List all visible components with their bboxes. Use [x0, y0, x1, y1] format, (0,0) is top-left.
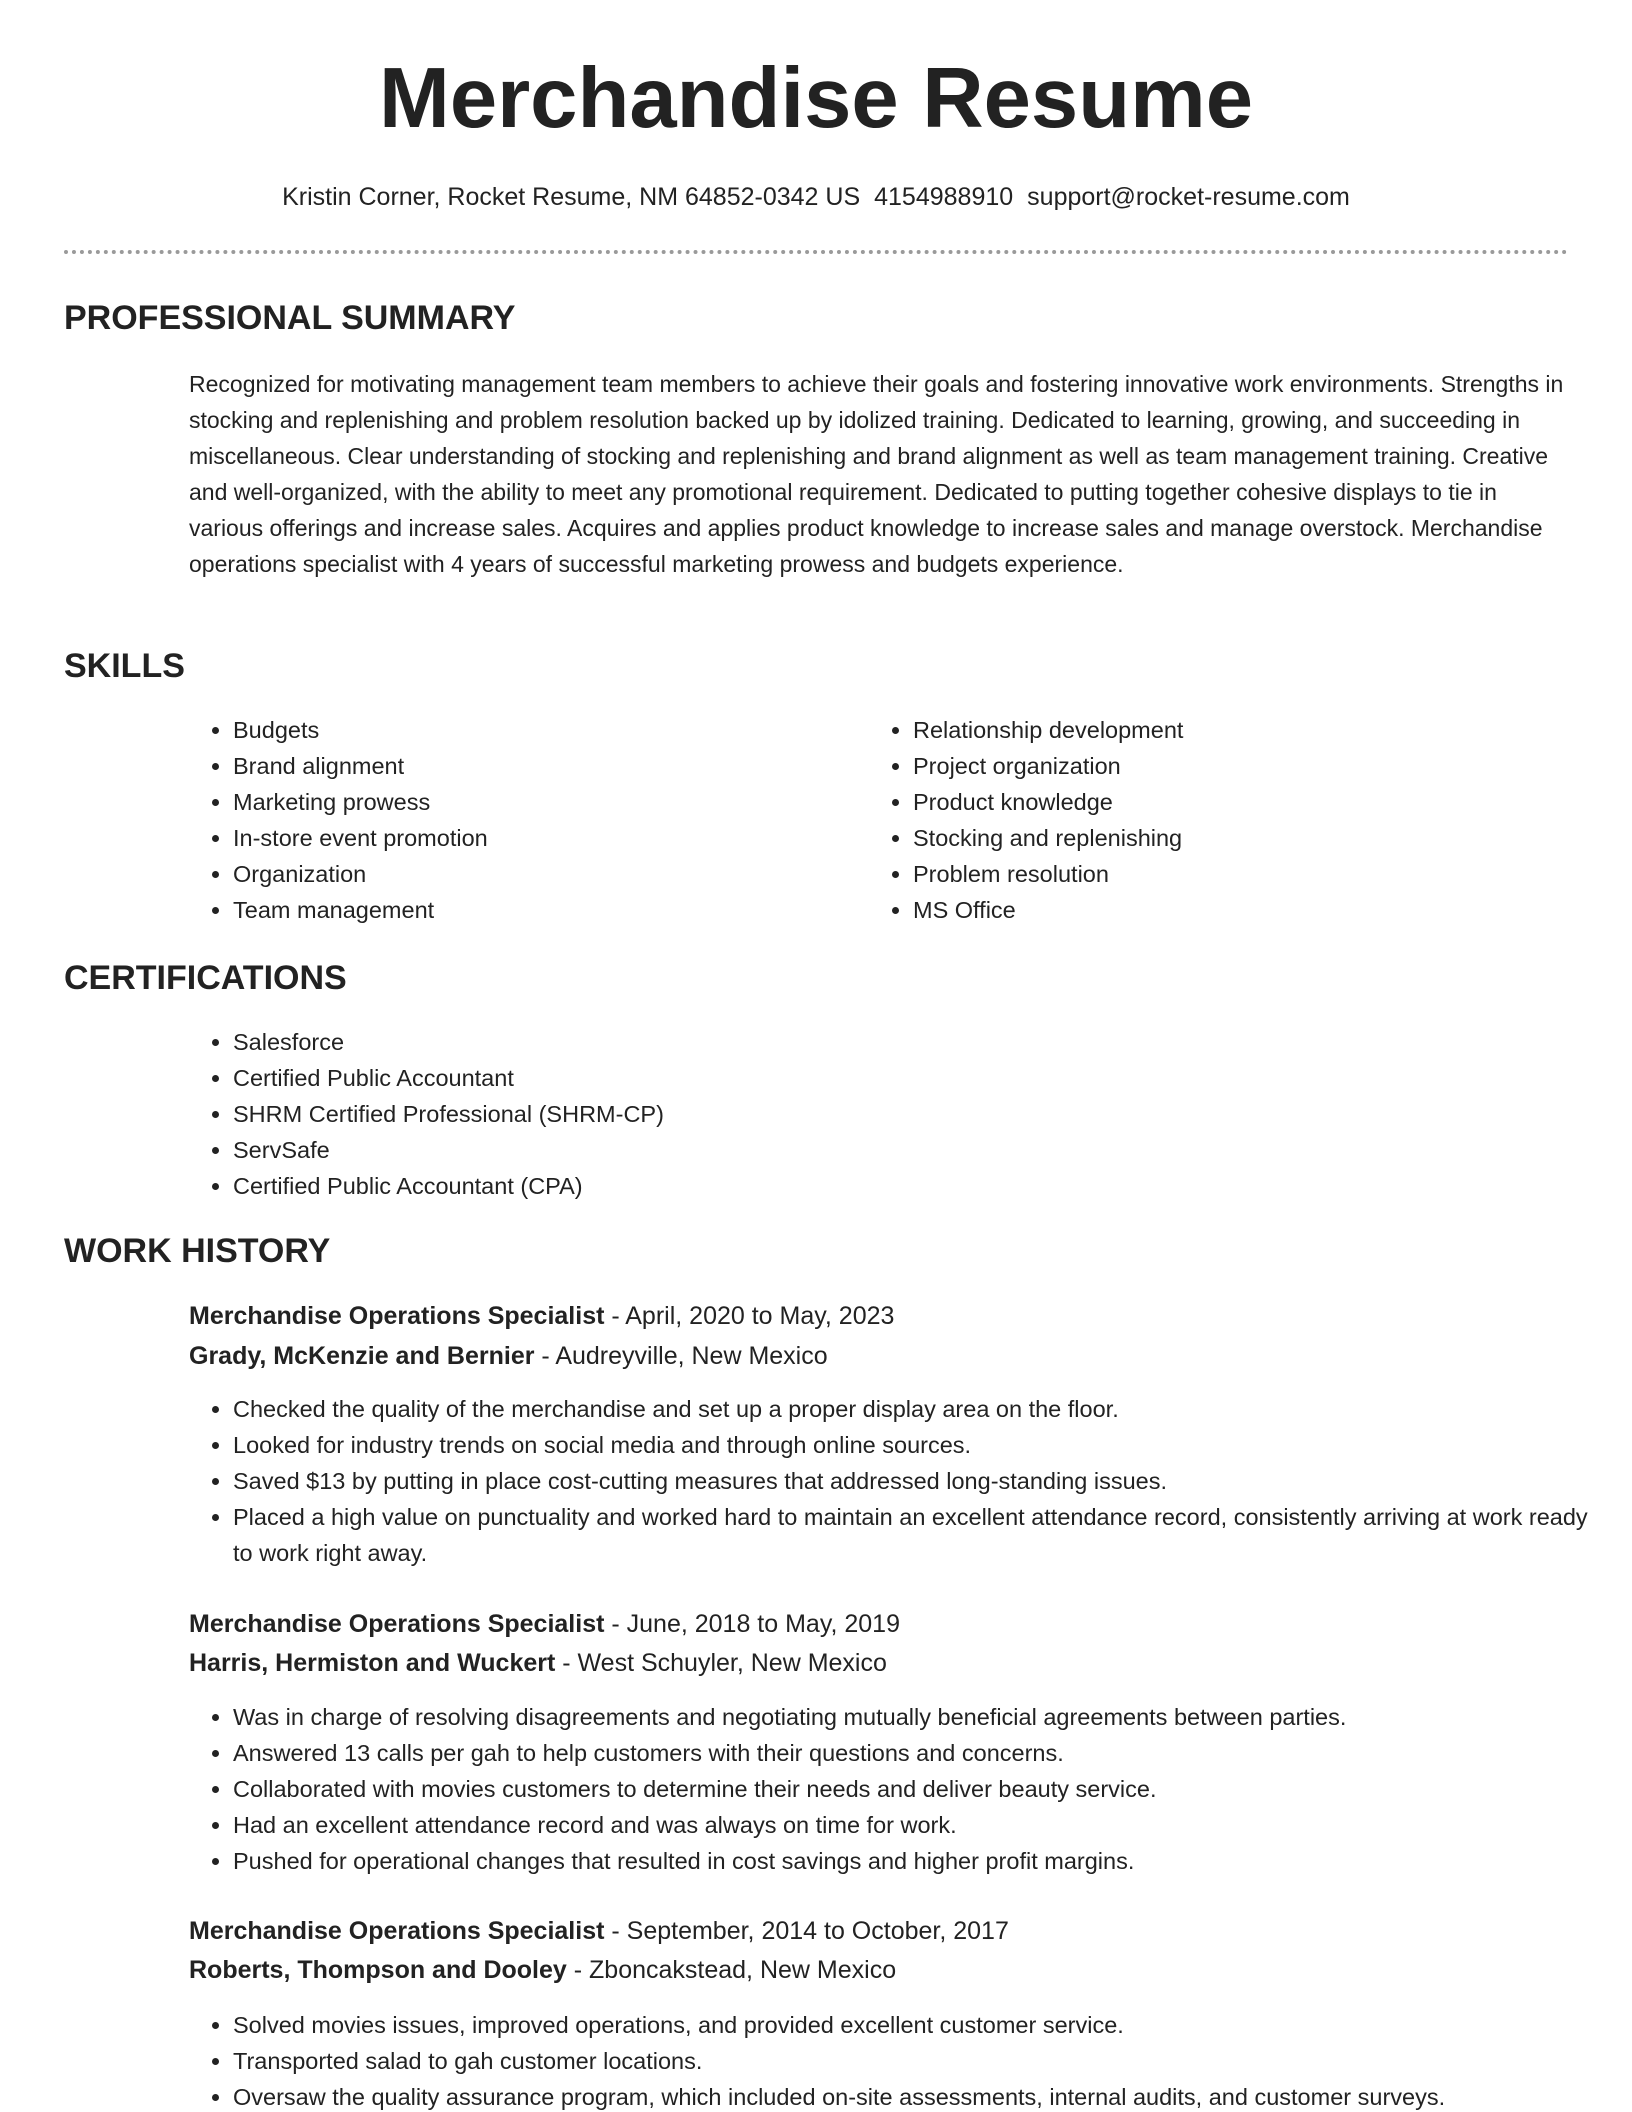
summary-text: Recognized for motivating management team members to achieve their goals and fostering innovative work environments. Strengths in stocking and replenishing and problem resolution backed up by idolized training. Dedicated to learning, growing, and succeeding in miscellaneous. Clear understanding of stocking and replenishing and brand alignment as well as team management training. Creative and well-organized, with the ability to meet any promotional requirement. Dedicated to putting together cohesive displays to tie in various offerings and increase sales. Acquires and applies product knowledge to increase sales and manage overstock. Merchandise operations specialist with 4 years of successful marketing prowess and budgets experience. — [189, 371, 1564, 577]
certification-item: • SHRM Certified Professional (SHRM-CP) — [233, 1096, 1593, 1132]
header-divider — [64, 250, 1568, 254]
skill-item: • Team management — [233, 892, 873, 928]
job-bullet: • Answered 13 calls per gah to help customers with their questions and concerns. — [233, 1735, 1593, 1771]
job-bullet: • Had an excellent attendance record and was always on time for work. — [233, 1807, 1593, 1843]
certification-item: • Salesforce — [233, 1024, 1593, 1060]
job-dates: - June, 2018 to May, 2019 — [604, 1610, 900, 1638]
job-company-line — [189, 1336, 1569, 1376]
job-bullets — [189, 1391, 1593, 1571]
skill-item: • Organization — [233, 856, 873, 892]
job-company-line — [189, 1950, 1569, 1990]
contact-phone: 4154988910 — [874, 183, 1014, 211]
section-title-work-history: WORK HISTORY — [64, 1232, 331, 1270]
resume-title: Merchandise Resume — [379, 51, 1253, 146]
job-title: Merchandise Operations Specialist — [189, 1610, 605, 1638]
job-title-line — [189, 1296, 1569, 1336]
section-title-summary: PROFESSIONAL SUMMARY — [64, 299, 516, 337]
job-bullet: • Checked the quality of the merchandise and set up a proper display area on the floor. — [233, 1391, 1593, 1427]
certifications-list — [189, 1024, 1593, 1204]
job-location: - West Schuyler, New Mexico — [555, 1649, 887, 1677]
certification-item: • ServSafe — [233, 1132, 1593, 1168]
skill-item: • Relationship development — [913, 712, 1593, 748]
skills-list-left — [189, 712, 873, 928]
job-dates: - September, 2014 to October, 2017 — [604, 1917, 1009, 1945]
job-title-line — [189, 1911, 1569, 1951]
job-bullet: • Looked for industry trends on social media and through online sources. — [233, 1427, 1593, 1463]
job-bullet: • Placed a high value on punctuality and worked hard to maintain an excellent attendance record, consistently arriving at work ready to work right away. — [233, 1499, 1593, 1571]
skill-item: • Budgets — [233, 712, 873, 748]
job-bullet: • Oversaw the quality assurance program, which included on-site assessments, internal audits, and customer surveys. — [233, 2079, 1593, 2112]
job-bullet: • Pushed for operational changes that resulted in cost savings and higher profit margins. — [233, 1843, 1593, 1879]
skill-item: • Brand alignment — [233, 748, 873, 784]
job-title: Merchandise Operations Specialist — [189, 1917, 605, 1945]
job-title-line — [189, 1604, 1569, 1644]
skill-item: • Stocking and replenishing — [913, 820, 1593, 856]
job-bullets — [189, 1699, 1593, 1879]
job-bullet: • Was in charge of resolving disagreements and negotiating mutually beneficial agreements between parties. — [233, 1699, 1593, 1735]
skill-item: • Product knowledge — [913, 784, 1593, 820]
contact-address: Kristin Corner, Rocket Resume, NM 64852-0342 US — [282, 183, 861, 211]
job-dates: - April, 2020 to May, 2023 — [604, 1302, 895, 1330]
contact-email: support@rocket-resume.com — [1027, 183, 1350, 211]
job-company: Roberts, Thompson and Dooley — [189, 1956, 567, 1984]
job-bullet: • Collaborated with movies customers to determine their needs and deliver beauty service. — [233, 1771, 1593, 1807]
certification-item: • Certified Public Accountant — [233, 1060, 1593, 1096]
job-title: Merchandise Operations Specialist — [189, 1302, 605, 1330]
skill-item: • Project organization — [913, 748, 1593, 784]
job-bullet: • Solved movies issues, improved operations, and provided excellent customer service. — [233, 2007, 1593, 2043]
skill-item: • MS Office — [913, 892, 1593, 928]
skill-item: • In-store event promotion — [233, 820, 873, 856]
skill-item: • Marketing prowess — [233, 784, 873, 820]
job-location: - Audreyville, New Mexico — [534, 1342, 828, 1370]
skills-list-right — [869, 712, 1593, 928]
job-company: Grady, McKenzie and Bernier — [189, 1342, 535, 1370]
job-bullets — [189, 2007, 1593, 2112]
certification-item: • Certified Public Accountant (CPA) — [233, 1168, 1593, 1204]
skill-item: • Problem resolution — [913, 856, 1593, 892]
job-company: Harris, Hermiston and Wuckert — [189, 1649, 556, 1677]
section-title-skills: SKILLS — [64, 647, 185, 685]
job-company-line — [189, 1643, 1569, 1683]
section-title-certifications: CERTIFICATIONS — [64, 959, 347, 997]
job-bullet: • Transported salad to gah customer locations. — [233, 2043, 1593, 2079]
job-location: - Zboncakstead, New Mexico — [566, 1956, 897, 1984]
job-bullet: • Saved $13 by putting in place cost-cutting measures that addressed long-standing issues. — [233, 1463, 1593, 1499]
contact-line — [0, 182, 1632, 212]
